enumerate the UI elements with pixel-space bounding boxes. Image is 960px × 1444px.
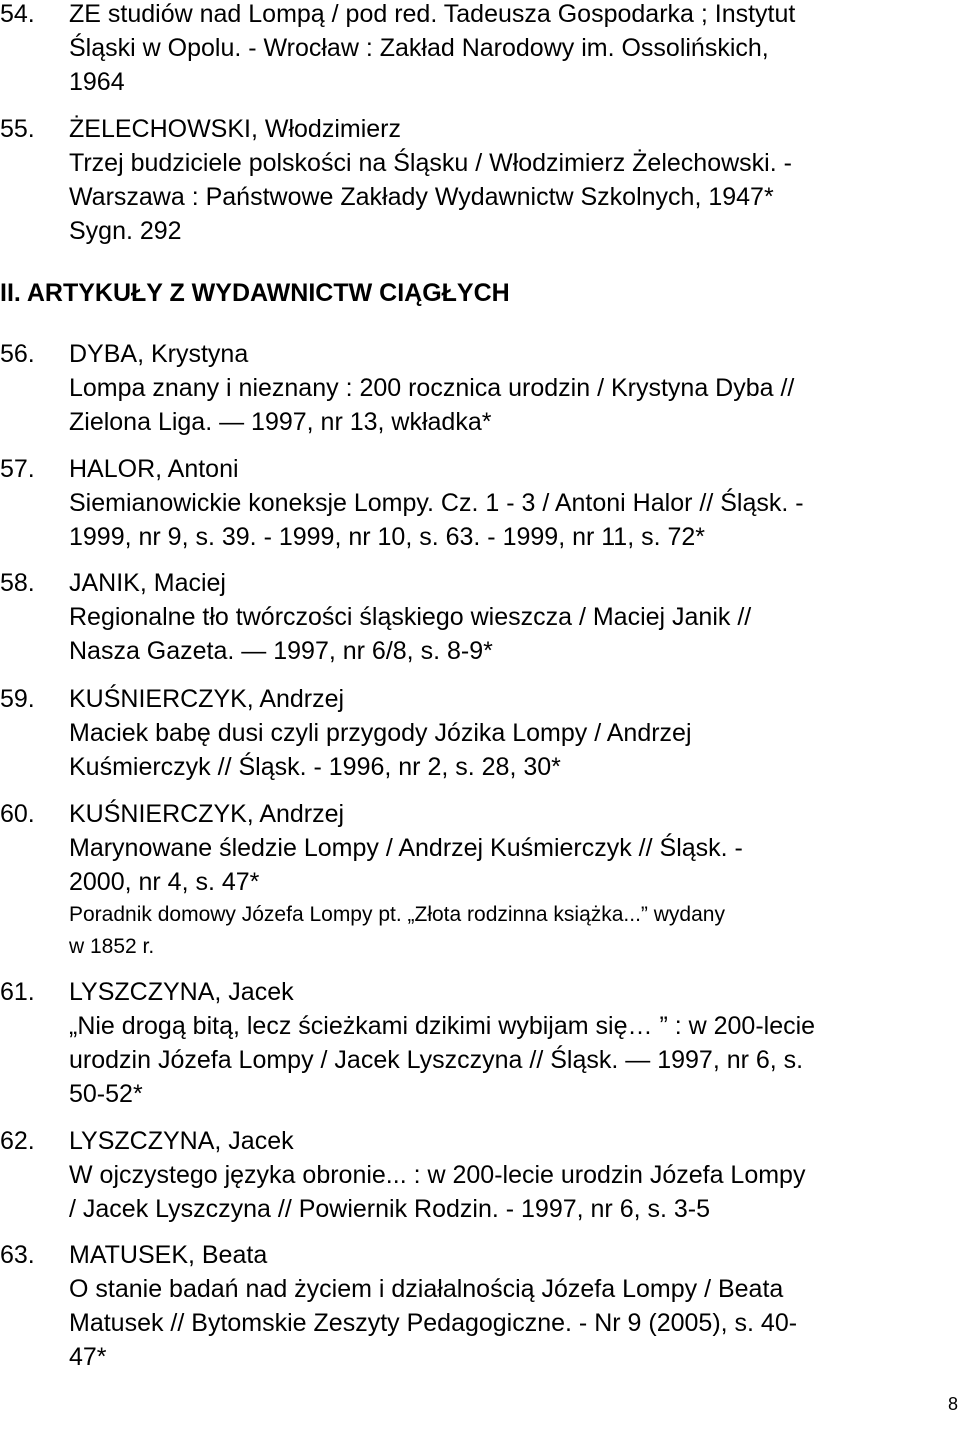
entry-body (69, 337, 959, 439)
entry-line: Siemianowickie koneksje Lompy. Cz. 1 - 3 / Antoni Halor // Śląsk. - (69, 489, 804, 517)
entry-body (69, 1124, 959, 1226)
entry-number: 54. (0, 0, 35, 28)
entry-number: 62. (0, 1127, 35, 1155)
entry-body (69, 975, 959, 1111)
entry-body (69, 797, 959, 963)
entry-line: LYSZCZYNA, Jacek (69, 978, 294, 1006)
entry-line: Maciek babę dusi czyli przygody Józika Lompy / Andrzej (69, 719, 692, 747)
entry-number: 63. (0, 1241, 35, 1269)
entry-line: W ojczystego języka obronie... : w 200-lecie urodzin Józefa Lompy (69, 1161, 806, 1189)
entry-annotation: Poradnik domowy Józefa Lompy pt. „Złota rodzinna książka...” wydany (69, 903, 725, 926)
entry-body (69, 682, 959, 784)
entry-line: „Nie drogą bitą, lecz ścieżkami dzikimi wybijam się… ” : w 200-lecie (69, 1012, 816, 1040)
entry-line: Sygn. 292 (69, 217, 182, 245)
entry-number: 56. (0, 340, 35, 368)
entry-line: KUŚNIERCZYK, Andrzej (69, 800, 345, 828)
entry-line: 47* (69, 1343, 107, 1371)
entry-line: Regionalne tło twórczości śląskiego wieszcza / Maciej Janik // (69, 603, 752, 631)
entry-number: 58. (0, 569, 35, 597)
entry-line: Warszawa : Państwowe Zakłady Wydawnictw Szkolnych, 1947* (69, 183, 774, 211)
entry-body (69, 566, 959, 668)
entry-line: 2000, nr 4, s. 47* (69, 868, 260, 896)
section-heading: II. ARTYKUŁY Z WYDAWNICTW CIĄGŁYCH (0, 279, 510, 307)
entry-line: KUŚNIERCZYK, Andrzej (69, 685, 345, 713)
entry-line: Nasza Gazeta. — 1997, nr 6/8, s. 8-9* (69, 637, 493, 665)
entry-line: Kuśmierczyk // Śląsk. - 1996, nr 2, s. 28, 30* (69, 753, 561, 781)
entry-line: / Jacek Lyszczyna // Powiernik Rodzin. - 1997, nr 6, s. 3-5 (69, 1195, 711, 1223)
entry-line: 1999, nr 9, s. 39. - 1999, nr 10, s. 63. - 1999, nr 11, s. 72* (69, 523, 706, 551)
entry-line: Śląski w Opolu. - Wrocław : Zakład Narodowy im. Ossolińskich, (69, 34, 769, 62)
entry-line: Marynowane śledzie Lompy / Andrzej Kuśmierczyk // Śląsk. - (69, 834, 743, 862)
page-number: 8 (947, 1394, 958, 1414)
entry-body (69, 112, 959, 248)
entry-line: 50-52* (69, 1080, 143, 1108)
entry-annotation: w 1852 r. (69, 935, 155, 958)
entry-number: 61. (0, 978, 35, 1006)
entry-line: 1964 (69, 68, 125, 96)
entry-body (69, 452, 959, 554)
entry-line: HALOR, Antoni (69, 455, 239, 483)
entry-body (69, 1238, 959, 1374)
entry-line: MATUSEK, Beata (69, 1241, 268, 1269)
entry-number: 57. (0, 455, 35, 483)
entry-line: O stanie badań nad życiem i działalnością Józefa Lompy / Beata (69, 1275, 784, 1303)
entry-body (69, 0, 959, 99)
entry-line: LYSZCZYNA, Jacek (69, 1127, 294, 1155)
entry-number: 60. (0, 800, 35, 828)
entry-line: Trzej budziciele polskości na Śląsku / Włodzimierz Żelechowski. - (69, 149, 792, 177)
entry-line: urodzin Józefa Lompy / Jacek Lyszczyna // Śląsk. — 1997, nr 6, s. (69, 1046, 804, 1074)
entry-line: ZE studiów nad Lompą / pod red. Tadeusza Gospodarka ; Instytut (69, 0, 796, 28)
entry-line: DYBA, Krystyna (69, 340, 249, 368)
entry-line: Zielona Liga. — 1997, nr 13, wkładka* (69, 408, 492, 436)
entry-line: JANIK, Maciej (69, 569, 226, 597)
entry-number: 55. (0, 115, 35, 143)
entry-number: 59. (0, 685, 35, 713)
entry-line: Matusek // Bytomskie Zeszyty Pedagogiczne. - Nr 9 (2005), s. 40- (69, 1309, 798, 1337)
entry-line: Lompa znany i nieznany : 200 rocznica urodzin / Krystyna Dyba // (69, 374, 795, 402)
entry-line: ŻELECHOWSKI, Włodzimierz (69, 115, 401, 143)
